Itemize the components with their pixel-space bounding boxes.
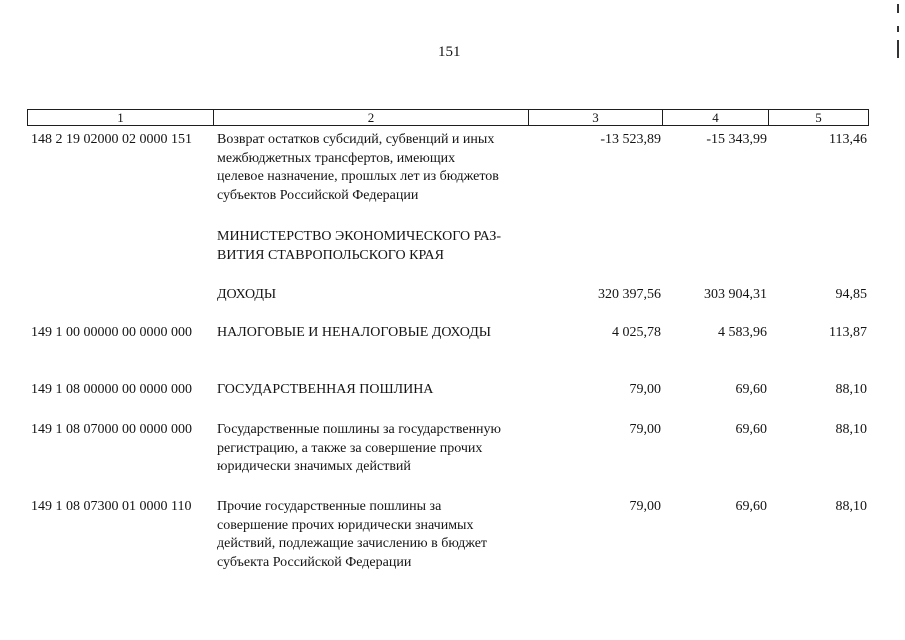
value-col-5: 88,10	[835, 499, 867, 514]
value-col-3: 79,00	[629, 499, 661, 514]
item-name-line: ВИТИЯ СТАВРОПОЛЬСКОГО КРАЯ	[217, 247, 444, 263]
item-name-line: регистрацию, а также за совершение прочих	[217, 440, 483, 456]
item-name-line: субъекта Российской Федерации	[217, 554, 412, 570]
column-header-3: 3	[529, 110, 663, 125]
item-name-line: НАЛОГОВЫЕ И НЕНАЛОГОВЫЕ ДОХОДЫ	[217, 325, 491, 340]
value-col-3: 79,00	[629, 382, 661, 397]
item-name-line: целевое назначение, прошлых лет из бюджетов	[217, 169, 499, 184]
item-name	[217, 324, 547, 343]
item-name	[217, 131, 547, 205]
item-name-line: юридически значимых действий	[217, 459, 411, 474]
column-header-5: 5	[815, 110, 822, 125]
value-col-3: 4 025,78	[612, 325, 661, 340]
budget-code: 148 2 19 02000 02 0000 151	[31, 132, 192, 147]
budget-code: 149 1 00 00000 00 0000 000	[31, 325, 192, 340]
item-name-line: совершение прочих юридически значимых	[217, 517, 474, 533]
value-col-4: 69,60	[735, 499, 767, 514]
value-col-5: 113,87	[829, 325, 867, 340]
page-number: 151	[438, 44, 461, 60]
item-name	[217, 228, 547, 265]
item-name	[217, 421, 547, 477]
value-col-5: 113,46	[829, 132, 867, 147]
item-name-line: ГОСУДАРСТВЕННАЯ ПОШЛИНА	[217, 382, 434, 397]
item-name-line: Прочие государственные пошлины за	[217, 499, 442, 514]
value-col-3: -13 523,89	[600, 132, 661, 147]
budget-code: 149 1 08 07300 01 0000 110	[31, 499, 192, 514]
column-header-2: 2	[214, 110, 529, 125]
table-header-row	[27, 109, 869, 126]
item-name-line: субъектов Российской Федерации	[217, 187, 419, 203]
scan-edge-mark	[897, 4, 899, 13]
scan-edge-mark	[897, 40, 899, 58]
item-name-line: Возврат остатков субсидий, субвенций и иных	[217, 132, 495, 147]
item-name	[217, 286, 547, 305]
item-name	[217, 498, 547, 572]
value-col-5: 88,10	[835, 382, 867, 397]
value-col-5: 88,10	[835, 422, 867, 437]
value-col-4: 4 583,96	[718, 325, 767, 340]
value-col-5: 94,85	[835, 287, 867, 302]
item-name-line: Государственные пошлины за государственную	[217, 422, 502, 437]
value-col-4: 69,60	[735, 422, 767, 437]
column-header-4: 4	[663, 110, 769, 125]
item-name	[217, 381, 547, 400]
item-name-line: действий, подлежащие зачислению в бюджет	[217, 536, 488, 551]
budget-code: 149 1 08 07000 00 0000 000	[31, 422, 192, 437]
item-name-line: МИНИСТЕРСТВО ЭКОНОМИЧЕСКОГО РАЗ-	[217, 229, 502, 244]
value-col-4: 69,60	[735, 382, 767, 397]
value-col-3: 320 397,56	[598, 287, 661, 302]
scan-edge-mark	[897, 26, 899, 32]
column-header-1: 1	[28, 110, 214, 125]
item-name-line: межбюджетных трансфертов, имеющих	[217, 150, 456, 166]
value-col-3: 79,00	[629, 422, 661, 437]
value-col-4: -15 343,99	[706, 132, 767, 147]
item-name-line: ДОХОДЫ	[217, 287, 277, 302]
value-col-4: 303 904,31	[704, 287, 767, 302]
budget-code: 149 1 08 00000 00 0000 000	[31, 382, 192, 397]
